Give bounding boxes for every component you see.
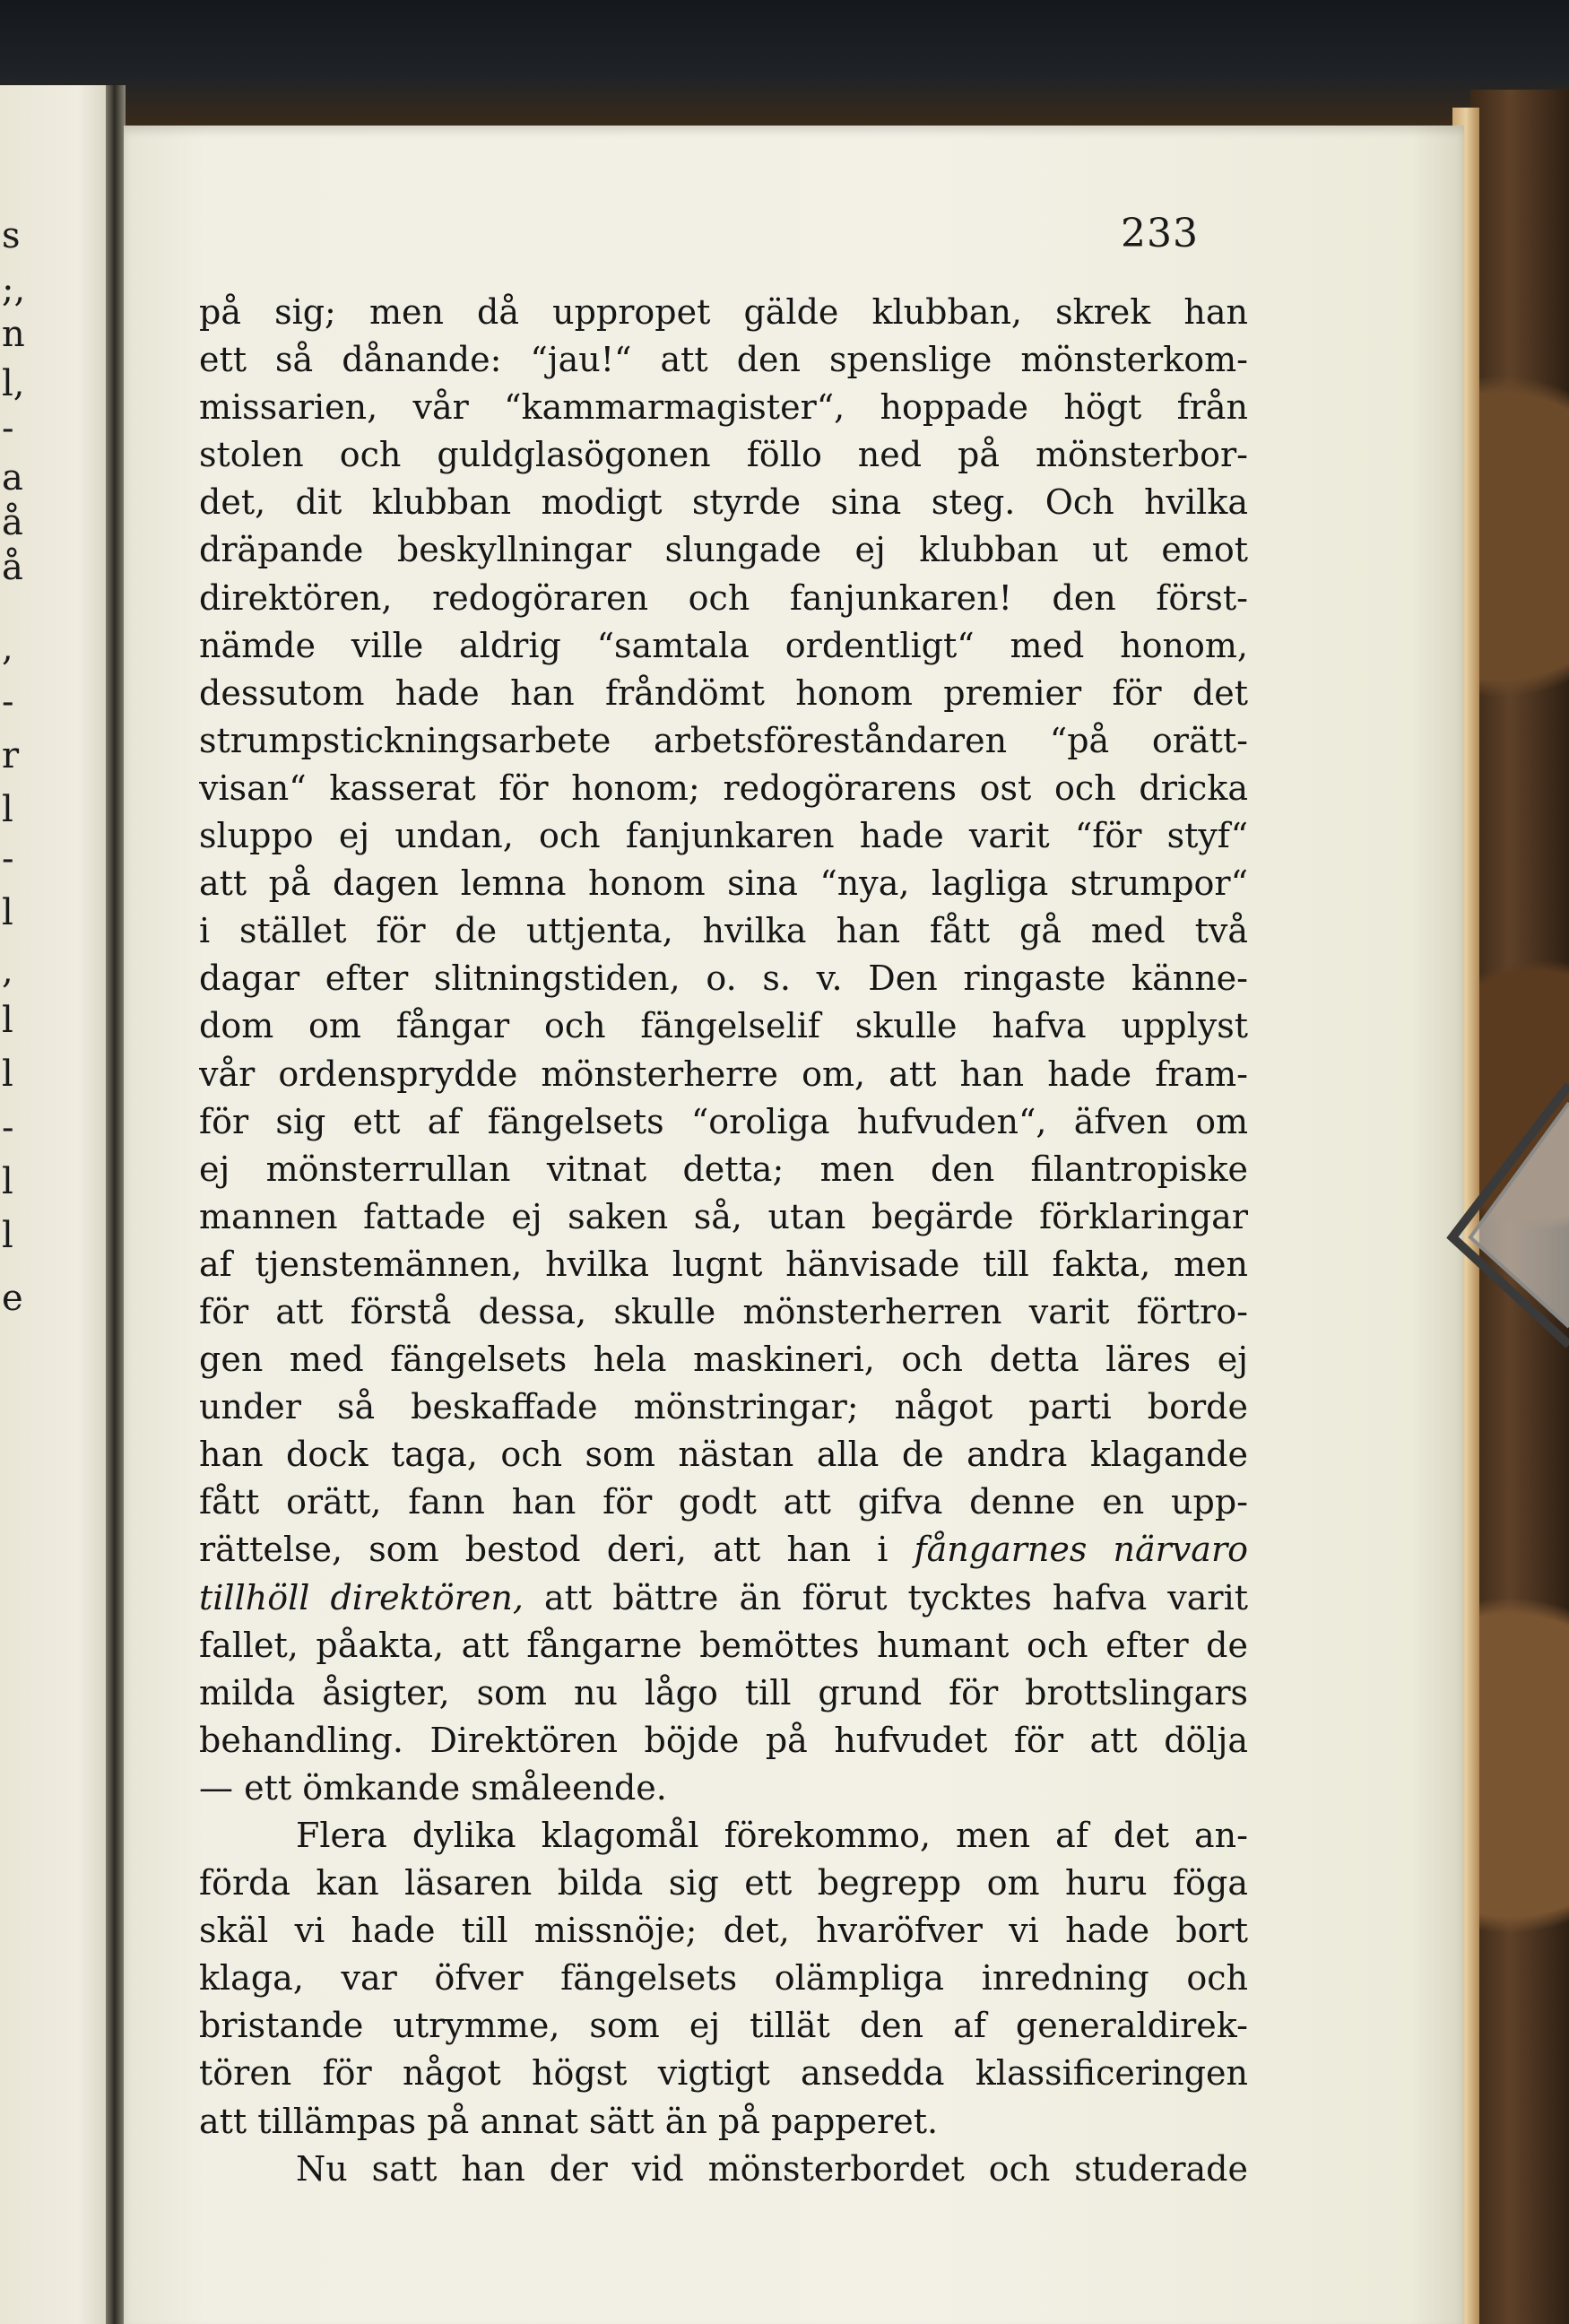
text-line: klaga, var öfver fängelsets olämpliga inredning och [199,1958,1248,1999]
italic-text-segment: fångarnes närvaro [914,1530,1248,1570]
text-line: han dock taga, och som nästan alla de andra klagande [199,1435,1248,1475]
body-text [199,289,1248,2193]
left-page-fragment: å [2,502,23,543]
text-line: mannen fattade ej saken så, utan begärde förklaringar [199,1196,1248,1236]
left-page-fragment: e [2,1278,23,1319]
left-page-fragment: l, [2,363,25,404]
text-line: sluppo ej undan, och fanjunkaren hade varit “för styf“ [199,816,1248,856]
text-line: det, dit klubban modigt styrde sina steg. Och hvilka [199,482,1248,523]
text-line: att tillämpas på annat sätt än på papperet. [199,2101,939,2141]
left-page-fragment: a [2,457,23,499]
text-line: stolen och guldglasögonen föllo ned på mönsterbor- [199,435,1248,475]
left-page-fragment: l [2,1054,13,1095]
text-line: vår ordensprydde mönsterherre om, att han hade fram- [199,1054,1248,1094]
book-gutter [106,85,126,2324]
text-line: under så beskaffade mönstringar; något parti borde [199,1387,1248,1427]
text-line: för att förstå dessa, skulle mönsterherren varit förtro- [199,1291,1248,1331]
text-line: milda åsigter, som nu lågo till grund för brottslingars [199,1672,1248,1713]
text-line: nämde ville aldrig “samtala ordentligt“ med honom, [199,625,1248,665]
text-line: dessutom hade han fråndömt honom premier för det [199,672,1248,713]
left-page-fragment: - [2,408,14,449]
left-page-fragment: - [2,838,14,880]
text-line: dom om fångar och fängelselif skulle hafva upplyst [199,1006,1248,1046]
text-line: fallet, påakta, att fångarne bemöttes humant och efter de [199,1625,1248,1665]
text-line: af tjenstemännen, hvilka lugnt hänvisade till fakta, men [199,1244,1248,1284]
left-page-fragment: s [2,215,21,256]
background-cloth [0,0,1569,126]
text-line: strumpstickningsarbete arbetsföreståndaren “på orätt- [199,720,1248,760]
left-page-fragment: n [2,314,25,355]
text-line: i stället för de uttjenta, hvilka han fått gå med två [199,911,1248,951]
text-line: att på dagen lemna honom sina “nya, lagliga strumpor“ [199,863,1248,904]
text-line: bristande utrymme, som ej tillät den af generaldirek- [199,2006,1248,2046]
text-line: behandling. Direktören böjde på hufvudet för att dölja [199,1720,1248,1760]
text-line: fått orätt, fann han för godt att gifva denne en upp- [199,1482,1248,1522]
left-page-fragment: l [2,789,13,830]
left-page-fragment: r [2,735,20,776]
text-line: visan“ kasserat för honom; redogörarens ost och dricka [199,767,1248,808]
text-line: tören för något högst vigtigt ansedda klassificeringen [199,2053,1248,2094]
italic-text-segment: tillhöll direktören, [199,1577,524,1617]
left-page-fragment: å [2,547,23,588]
left-page-fragment: l [2,1000,13,1041]
text-line: dräpande beskyllningar slungade ej klubban ut emot [199,530,1248,570]
text-line: missarien, vår “kammarmagister“, hoppade högt från [199,387,1248,428]
page-number: 233 [1121,211,1199,256]
text-line: skäl vi hade till missnöje; det, hvaröfver vi hade bort [199,1911,1248,1951]
text-line: ej mönsterrullan vitnat detta; men den filantropiske [199,1149,1248,1189]
text-line: förda kan läsaren bilda sig ett begrepp om huru föga [199,1863,1248,1903]
left-page-fragment: l [2,1161,13,1202]
text-line: — ett ömkande småleende. [199,1767,667,1808]
left-facing-page [0,85,112,2324]
left-page-fragment: - [2,681,14,723]
text-line: ett så dånande: “jau!“ att den spenslige mönsterkom- [199,340,1248,380]
left-page-fragment: , [2,628,13,669]
text-line: på sig; men då uppropet gälde klubban, skrek han [199,292,1248,332]
text-segment: att bättre än förut tycktes hafva varit [523,1577,1248,1617]
left-page-fragment: l [2,892,13,933]
text-line: för sig ett af fängelsets “oroliga hufvuden“, äfven om [199,1101,1248,1141]
left-page-fragment: ;, [2,269,26,310]
text-line [199,1574,1248,1622]
text-segment: rättelse, som bestod deri, att han i [199,1530,915,1570]
text-line: Nu satt han der vid mönsterbordet och studerade [296,2148,1248,2189]
left-page-fragment: , [2,950,13,992]
left-page-fragment: l [2,1215,13,1256]
text-line: direktören, redogöraren och fanjunkaren! den först- [199,577,1248,618]
text-line [199,1526,1248,1574]
left-page-fragment: - [2,1107,14,1149]
eyeglasses-edge [1390,1076,1569,1363]
text-line: gen med fängelsets hela maskineri, och detta läres ej [199,1340,1248,1380]
text-line: Flera dylika klagomål förekommo, men af det an- [296,1816,1248,1855]
text-line: dagar efter slitningstiden, o. s. v. Den ringaste känne- [199,958,1248,999]
